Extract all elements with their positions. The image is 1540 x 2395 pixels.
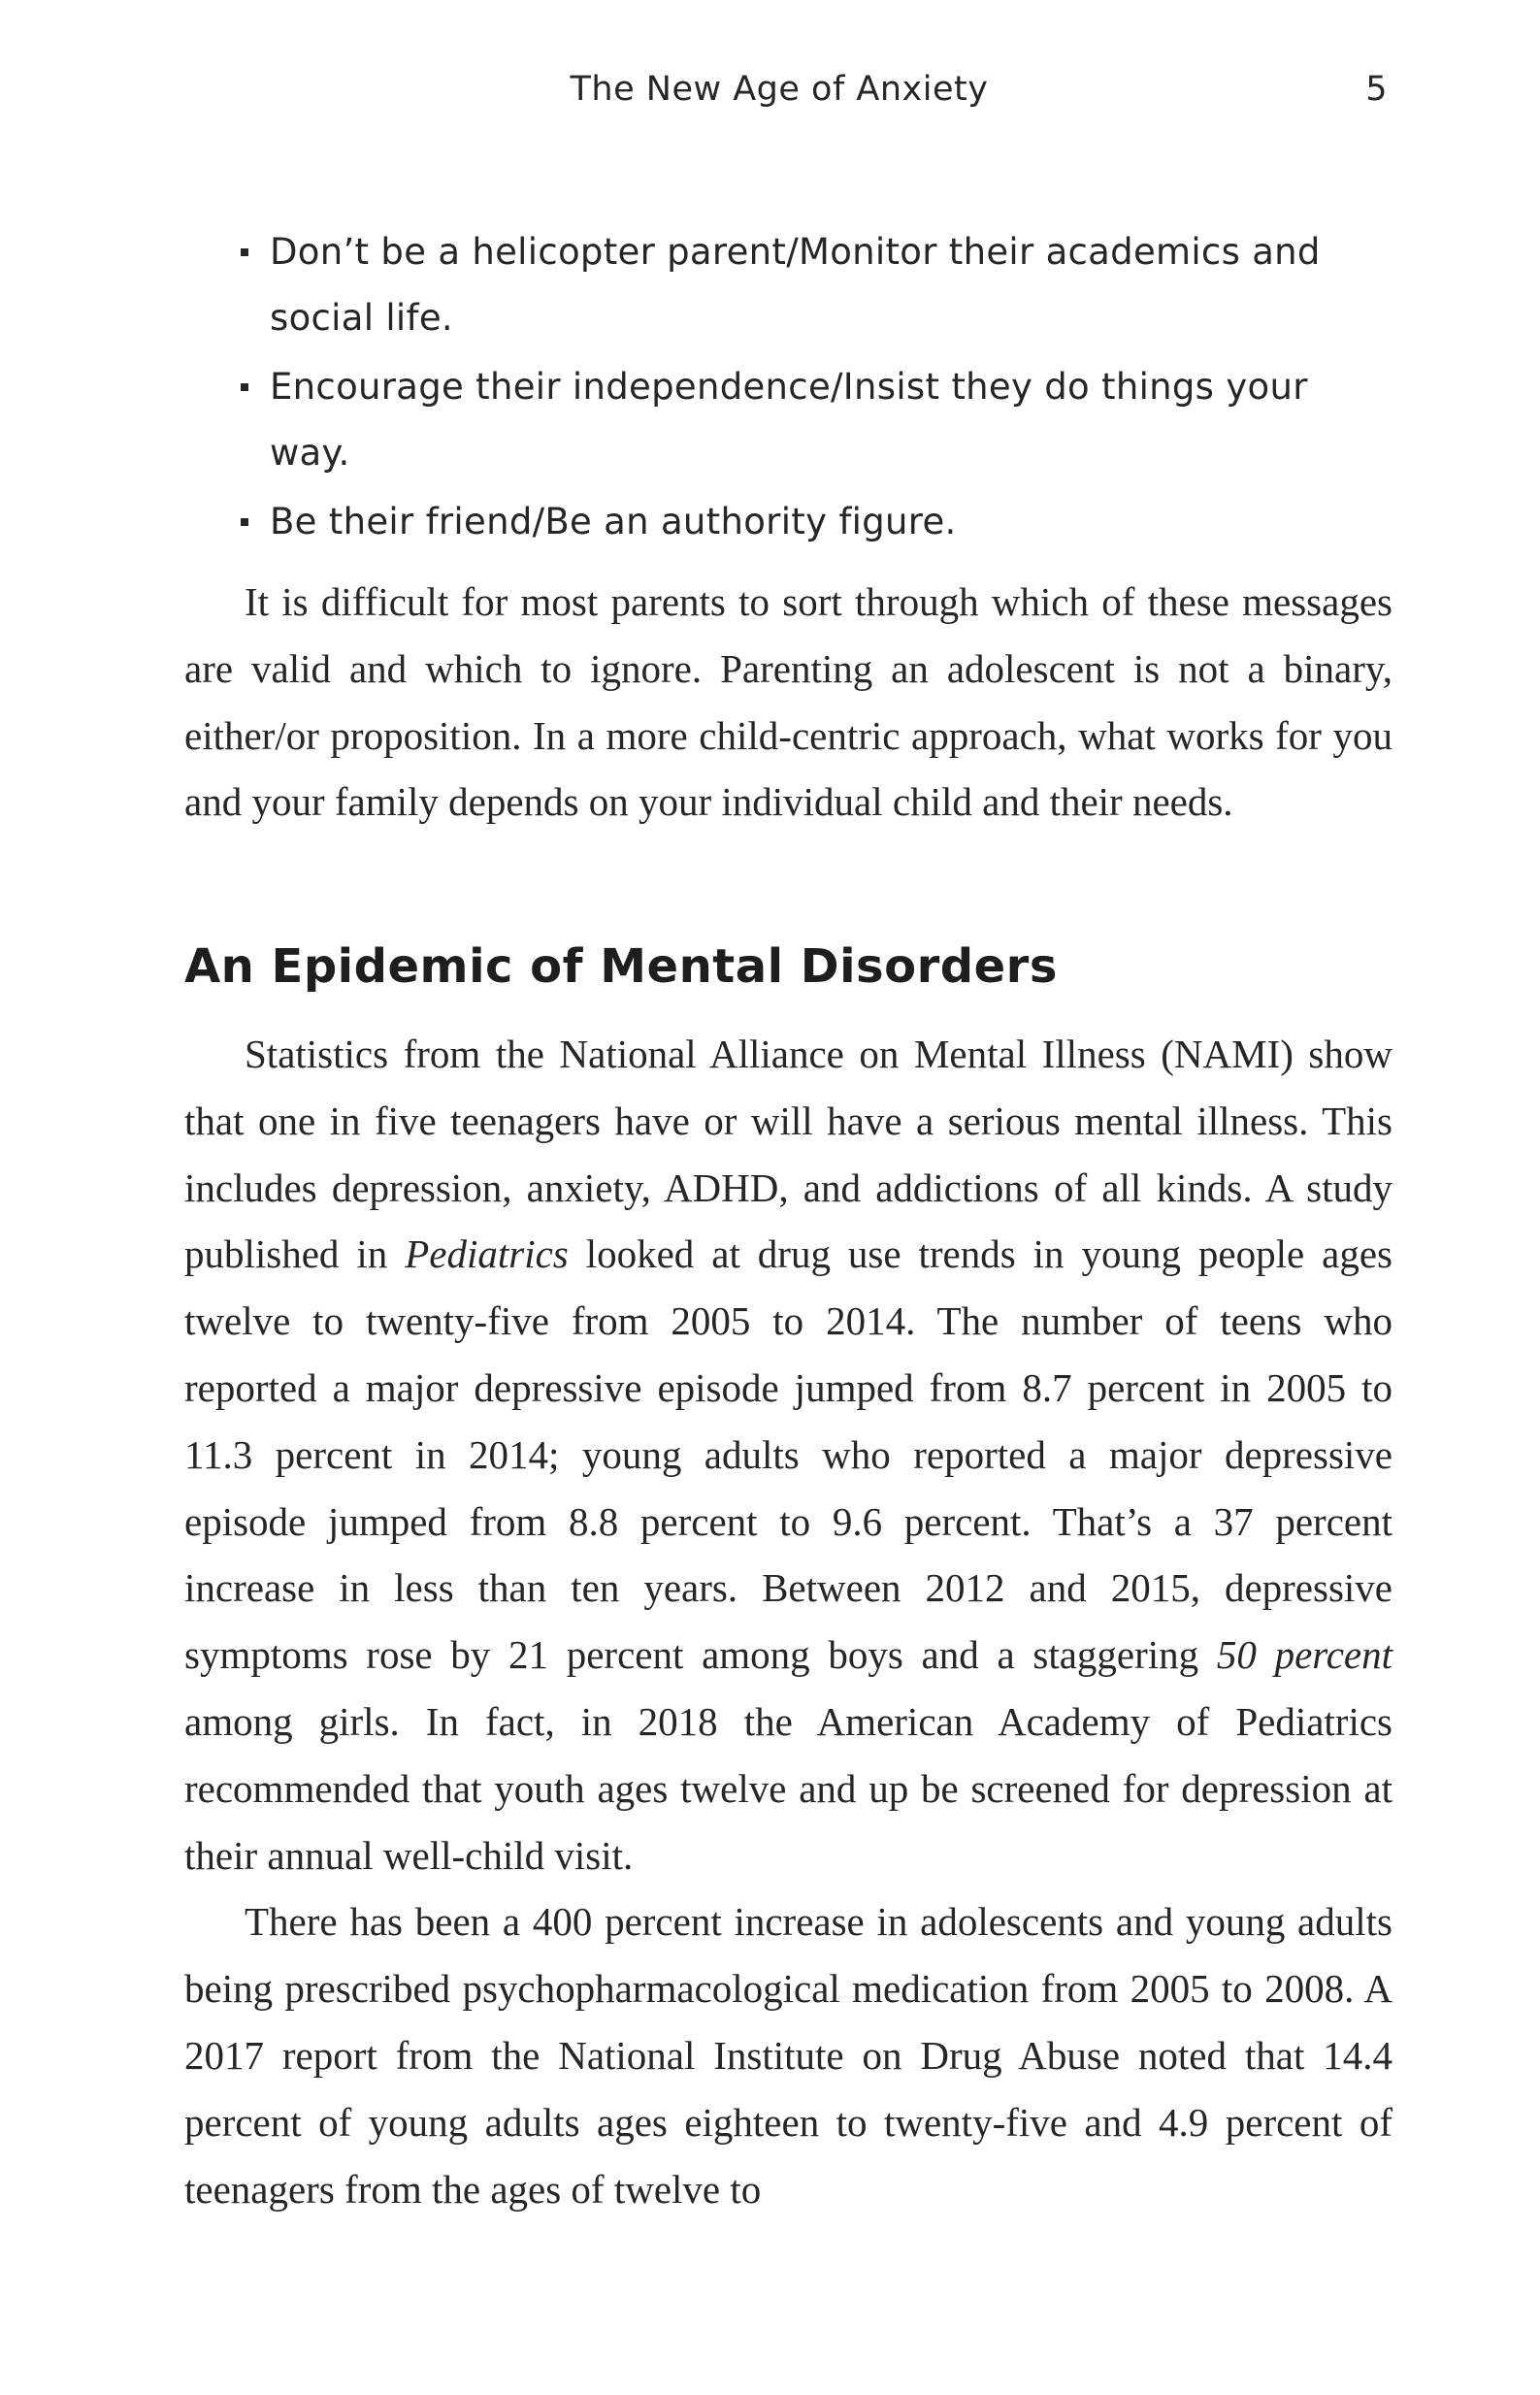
bullet-text: Encourage their independence/Insist they do things your way. bbox=[270, 366, 1308, 474]
section-paragraph: There has been a 400 percent increase in adolescents and young adults being prescribed psychopharmacological medication from 2005 to 2008. A 2017 report from the National Institute on Drug Abuse noted that 14.4 percent of young adults ages eighteen to twenty-five and 4.9 percent of teenagers from the ages of twelve to bbox=[184, 1899, 1393, 2212]
paragraph-text: among girls. In fact, in 2018 the American Academy of Pediatrics recommended that youth ages twelve and up be screened for depression at their annual well-child visit. bbox=[184, 1698, 1393, 1878]
running-head-title: The New Age of Anxiety bbox=[570, 70, 989, 109]
journal-title: Pediatrics bbox=[405, 1231, 569, 1277]
bullet-list bbox=[241, 219, 1347, 558]
paragraph-text: looked at drug use trends in young people ages twelve to twenty-five from 2005 to 2014. The number of teens who reported a major depressive episode jumped from 8.7 percent in 2005 to 11.3 percent in 2014; young adults who reported a major depressive episode jumped from 8.8 percent to 9.6 percent. That’s a 37 percent increase in less than ten years. Between 2012 and 2015, depressive symptoms rose by 21 percent among boys and a staggering bbox=[184, 1231, 1393, 1678]
section-heading: An Epidemic of Mental Disorders bbox=[184, 939, 1058, 994]
bullet-item bbox=[241, 489, 1347, 555]
paragraph-text: Statistics from the National Alliance on Mental Illness (NAMI) show that one in five teenagers have or will have a serious mental illness. This includes depression, anxiety, ADHD, and addictions of all kinds. A study published in bbox=[184, 1032, 1393, 1277]
section-paragraph bbox=[184, 1021, 1393, 1888]
emphasized-text: 50 percent bbox=[1216, 1632, 1393, 1678]
bullet-text: Don’t be a helicopter parent/Monitor their academics and social life. bbox=[270, 231, 1321, 339]
bullet-text: Be their friend/Be an authority figure. bbox=[270, 501, 957, 542]
page-number: 5 bbox=[1365, 70, 1388, 109]
section-body bbox=[184, 1021, 1393, 2222]
bullet-square-icon bbox=[241, 248, 248, 256]
bullet-square-icon bbox=[241, 518, 248, 526]
bullet-square-icon bbox=[241, 383, 248, 391]
body-paragraph: It is difficult for most parents to sort through which of these messages are valid and which to ignore. Parenting an adolescent is not a binary, either/or proposition. In a more child-centric approach, what works for you and your family depends on your individual child and their needs. bbox=[184, 579, 1393, 825]
bullet-item bbox=[241, 354, 1347, 486]
running-head bbox=[184, 70, 1388, 118]
body-paragraph-block bbox=[184, 569, 1393, 836]
bullet-item bbox=[241, 219, 1347, 351]
